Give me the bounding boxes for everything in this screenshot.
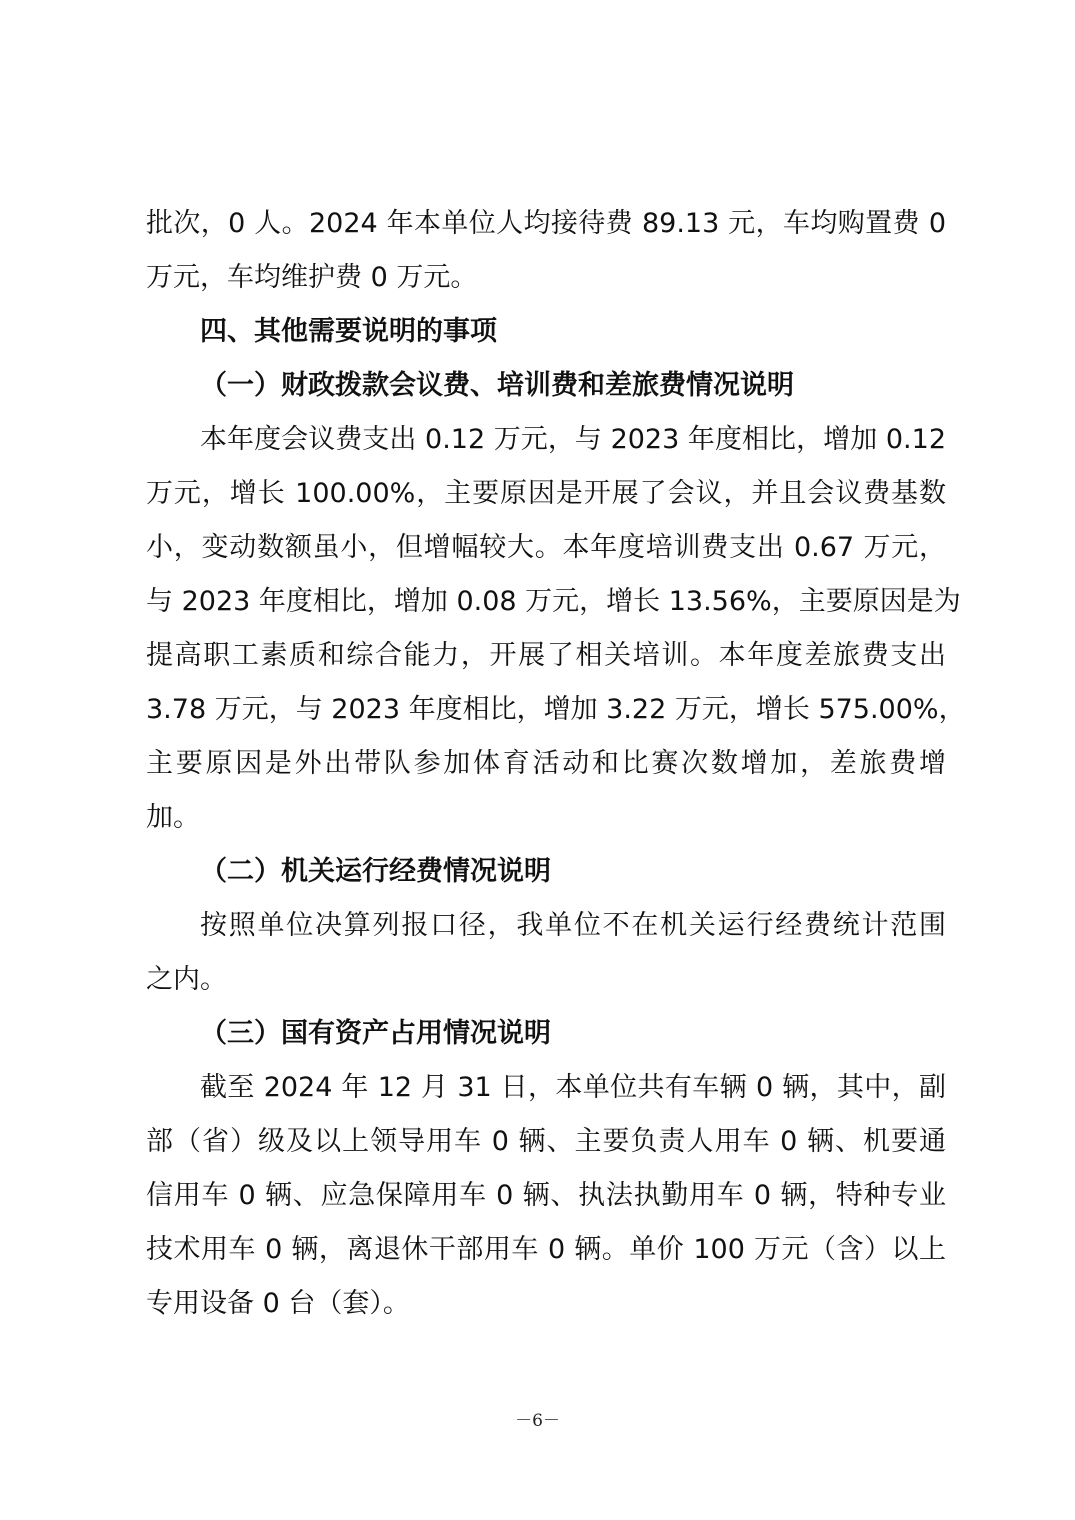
subsection-heading: （二）机关运行经费情况说明 [200,856,551,887]
body-text-line: 提高职工素质和综合能力，开展了相关培训。本年度差旅费支出 [146,640,946,671]
body-text-line: 专用设备 0 台（套）。 [146,1288,410,1319]
body-text-line: 部（省）级及以上领导用车 0 辆、主要负责人用车 0 辆、机要通 [146,1126,946,1157]
subsection-heading: （一）财政拨款会议费、培训费和差旅费情况说明 [200,370,794,401]
page-number: －6－ [515,1411,560,1431]
body-text-line: 加。 [146,802,200,833]
body-text-line: 万元，增长 100.00%，主要原因是开展了会议，并且会议费基数 [146,478,946,509]
body-text-line: 按照单位决算列报口径，我单位不在机关运行经费统计范围 [200,910,946,941]
section-heading: 四、其他需要说明的事项 [200,316,497,347]
body-text-line: 与 2023 年度相比，增加 0.08 万元，增长 13.56%，主要原因是为 [146,586,961,617]
body-text-line: 主要原因是外出带队参加体育活动和比赛次数增加，差旅费增 [146,748,946,779]
body-text-line: 小，变动数额虽小，但增幅较大。本年度培训费支出 0.67 万元， [146,532,946,563]
subsection-heading: （三）国有资产占用情况说明 [200,1018,551,1049]
body-text-line: 技术用车 0 辆，离退休干部用车 0 辆。单价 100 万元（含）以上 [146,1234,946,1265]
body-text-line: 之内。 [146,964,227,995]
body-text-line: 万元，车均维护费 0 万元。 [146,262,478,293]
body-text-line: 本年度会议费支出 0.12 万元，与 2023 年度相比，增加 0.12 [200,424,946,455]
body-text-line: 截至 2024 年 12 月 31 日，本单位共有车辆 0 辆，其中，副 [200,1072,946,1103]
body-text-line: 信用车 0 辆、应急保障用车 0 辆、执法执勤用车 0 辆，特种专业 [146,1180,946,1211]
body-text-line: 批次，0 人。2024 年本单位人均接待费 89.13 元，车均购置费 0 [146,208,946,239]
body-text-line: 3.78 万元，与 2023 年度相比，增加 3.22 万元，增长 575.00%， [146,694,966,725]
